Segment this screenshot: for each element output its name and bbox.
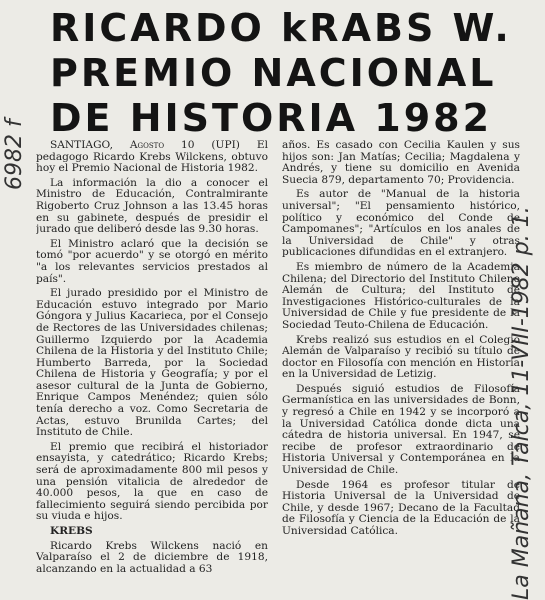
article-column-left: [36, 140, 268, 600]
paragraph: Krebs realizó sus estudios en el Colegio Alemán de Valparaíso y recibió su título de doctor en Filosofía con mención en Historia en la Universidad de Letizig.: [282, 333, 520, 381]
section-subhead: KREBS: [50, 525, 93, 537]
paragraph: años. Es casado con Cecilia Kaulen y sus hijos son: Jan Matías; Cecilia; Magdalena y Andrés, y tiene su domicilio en Avenida Suecia 879, departamento 70; Providencia.: [282, 140, 520, 186]
paragraph: El premio que recibirá el historiador ensayista, y catedrático; Ricardo Krebs; será de aproximadamente 800 mil pesos y una pensión vitalicia de alrededor de 40.000 pesos, la que en caso de fallecimiento seguirá siendo percibida por su viuda e hijos.: [36, 440, 268, 523]
paragraph: Es autor de "Manual de la historia universal"; "El pensamiento histórico, político y económico del Conde de Campomanes"; "Artículos en los anales de la Universidad de Chile" y otras publicaciones difundidas en el extranjero.: [282, 188, 520, 259]
paragraph: El jurado presidido por el Ministro de Educación estuvo integrado por Mario Góngora y Julius Kacarieca, por el Consejo de Rectores de las Universidades chilenas; Guillermo Izquierdo por la Academia Chilena de la Historia y del Instituto Chile; Humberto Barreda, por la Sociedad Chilena de Historia y Geografía; y por el asesor cultural de la Junta de Gobierno, Enrique Campos Menéndez; quien sólo tenía derecho a voz. Como Secretaria de Actas, estuvo Brunilda Cartes; del Instituto de Chile.: [36, 287, 268, 439]
headline: [50, 6, 520, 141]
handwritten-source-note: La Mañana, Talca, 11-VIII-1982 p. 1.: [509, 206, 534, 600]
handwritten-catalog-number: 6982 f: [2, 119, 27, 190]
paragraph: El Ministro aclaró que la decisión se tomó "por acuerdo" y se otorgó en mérito "a los relevantes servicios prestados al país".: [36, 237, 268, 285]
headline-line-2: PREMIO NACIONAL: [50, 51, 497, 95]
headline-line-3: DE HISTORIA 1982: [50, 96, 493, 140]
paragraph: La información la dio a conocer el Ministro de Educación, Contralmirante Rigoberto Cruz Johnson a las 13.45 horas en su gabinete, después de presidir el jurado que deliberó desde las 9.30 horas.: [36, 176, 268, 236]
headline-line-1: RICARDO kRABS W.: [50, 6, 512, 50]
paragraph: Después siguió estudios de Filosofía Germanística en las universidades de Bonn, y regresó a Chile en 1942 y se incorporó a la Universidad Católica donde dicta una cátedra de historia universal. En 1947, se recibe de profesor extraordinario de Historia Universal y Contemporánea en la Universidad de Chile.: [282, 382, 520, 477]
lead-text: El pedagogo Ricardo Krebs Wilckens, obtuvo hoy el Premio Nacional de Historia 1982.: [36, 140, 268, 175]
article-column-right: [282, 140, 520, 600]
paragraph: Ricardo Krebs Wilckens nació en Valparaíso el 2 de diciembre de 1918, alcanzando en la actualidad a 63: [36, 539, 268, 575]
paragraph-lead: [36, 140, 268, 175]
dateline: SANTIAGO, Agosto 10 (UPI): [50, 140, 240, 151]
paragraph: Desde 1964 es profesor titular de Historia Universal de la Universidad de Chile, y desde 1967; Decano de la Facultad de Filosofía y Ciencia de la Educación de la Universidad Católica.: [282, 478, 520, 537]
paragraph: Es miembro de número de la Academia Chilena; del Directorio del Instituto Chileno Alemán de Cultura; del Instituto de Investigaciones Histórico-culturales de la Universidad de Chile y fue presidente de la Sociedad Teuto-Chilena de Educación.: [282, 260, 520, 331]
